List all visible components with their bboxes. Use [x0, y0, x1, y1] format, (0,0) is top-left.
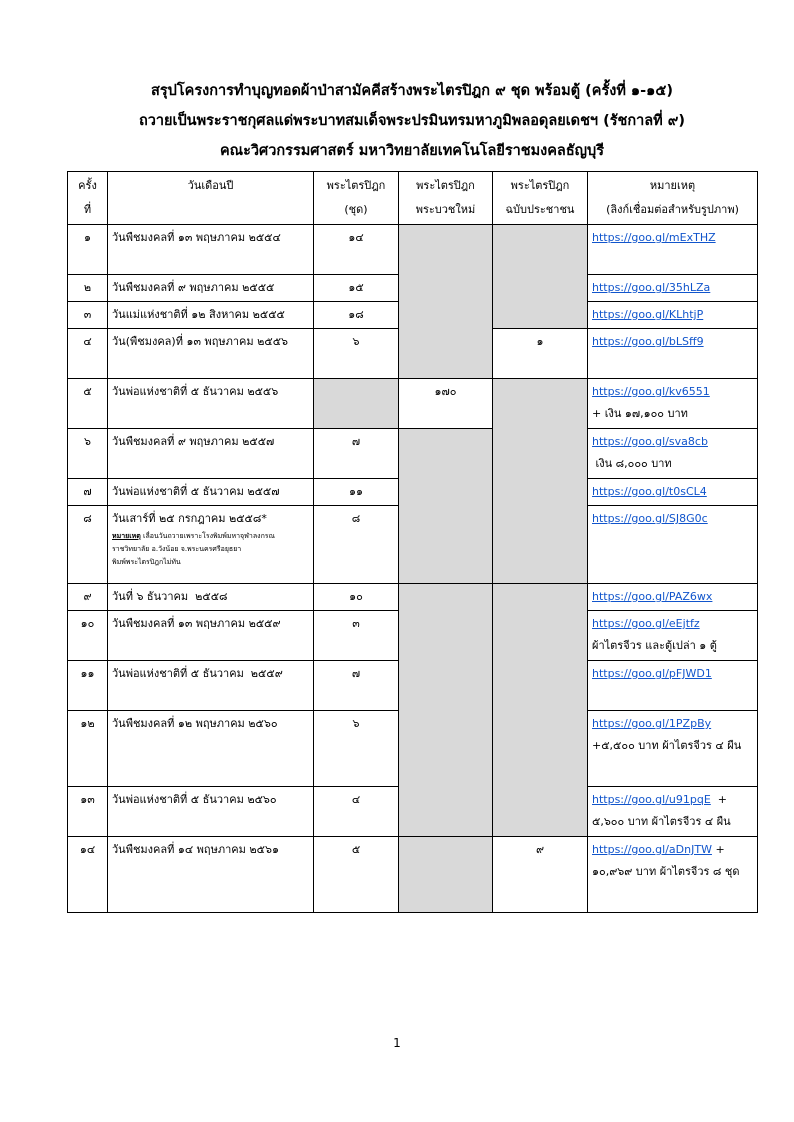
photo-link[interactable]: https://goo.gl/PAZ6wx [592, 590, 713, 603]
cell-date: วันเสาร์ที่ ๒๕ กรกฎาคม ๒๕๕๘* หมายเหตุ เลื่อนวันถวายเพราะโรงพิมพ์มหาจุฬาลงกรณ ราชวิทยาลัย อ.วังน้อย จ.พระนครศรีอยุธยา พิมพ์พระไตรปิฎกไม่ทัน [108, 506, 314, 584]
cell-date: วันที่ ๖ ธันวาคม ๒๕๕๘ [108, 584, 314, 611]
photo-link[interactable]: https://goo.gl/kv6551 [592, 385, 710, 398]
cell-tripitaka: ๑๔ [314, 225, 399, 275]
cell-tripitaka: ๗ [314, 661, 399, 711]
cell-tripitaka: ๘ [314, 506, 399, 584]
cell-no: ๑๒ [68, 711, 108, 787]
cell-note: https://goo.gl/u91pqE + ๕,๖๐๐ บาท ผ้าไตรจีวร ๔ ผืน [588, 787, 758, 837]
cell-date: วันพ่อแห่งชาติที่ ๕ ธันวาคม ๒๕๕๖ [108, 379, 314, 429]
cell-note [588, 225, 758, 275]
cell-no: ๑๓ [68, 787, 108, 837]
photo-link[interactable]: https://goo.gl/35hLZa [592, 281, 711, 294]
table-row [68, 225, 758, 275]
header-no: ครั้ง ที่ [68, 172, 108, 225]
header-row [68, 172, 758, 225]
cell-note [588, 611, 758, 661]
cell-tripitaka: ๕ [314, 837, 399, 913]
note-extra: +๕,๕๐๐ บาท ผ้าไตรจีวร ๔ ผืน [592, 739, 742, 752]
photo-link[interactable]: https://goo.gl/mExTHZ [592, 231, 716, 244]
cell-tripitaka: ๑๑ [314, 479, 399, 506]
cell-date: วันพืชมงคลที่ ๙ พฤษภาคม ๒๕๕๕ [108, 275, 314, 302]
cell-tripitaka: ๓ [314, 611, 399, 661]
cell-no: ๗ [68, 479, 108, 506]
page-number: 1 [393, 1036, 401, 1050]
summary-table [67, 171, 758, 913]
cell-people-shaded [493, 379, 588, 584]
cell-people: ๑ [493, 329, 588, 379]
header-note: หมายเหตุ (ลิงก์เชื่อมต่อสำหรับรูปภาพ) [588, 172, 758, 225]
title-line-1: สรุปโครงการทำบุญทอดผ้าป่าสามัคคีสร้างพระไตรปิฎก ๙ ชุด พร้อมตู้ (ครั้งที่ ๑-๑๕) [151, 83, 673, 99]
title-line-3: คณะวิศวกรรมศาสตร์ มหาวิทยาลัยเทคโนโลยีราชมงคลธัญบุรี [219, 143, 605, 159]
header-monk-edition: พระไตรปิฎก พระบวชใหม่ [399, 172, 493, 225]
cell-date: วันพ่อแห่งชาติที่ ๕ ธันวาคม ๒๕๕๙ [108, 661, 314, 711]
document-title [60, 76, 764, 166]
cell-tripitaka: ๑๕ [314, 275, 399, 302]
cell-note [588, 429, 758, 479]
cell-note [588, 329, 758, 379]
cell-people-shaded [493, 584, 588, 837]
cell-no: ๕ [68, 379, 108, 429]
cell-note [588, 506, 758, 584]
header-people-edition: พระไตรปิฎก ฉบับประชาชน [493, 172, 588, 225]
cell-no: ๙ [68, 584, 108, 611]
table-row [68, 429, 758, 479]
cell-note [588, 479, 758, 506]
photo-link[interactable]: https://goo.gl/pFJWD1 [592, 667, 712, 680]
cell-note: https://goo.gl/aDnJTW + ๑๐,๙๖๙ บาท ผ้าไตรจีวร ๘ ชุด [588, 837, 758, 913]
header-date: วันเดือนปี [108, 172, 314, 225]
cell-no: ๒ [68, 275, 108, 302]
note-extra: ๕,๖๐๐ บาท ผ้าไตรจีวร ๔ ผืน [592, 815, 731, 828]
cell-no: ๑๐ [68, 611, 108, 661]
cell-monk-shaded [399, 584, 493, 837]
table-row [68, 379, 758, 429]
cell-tripitaka: ๑๘ [314, 302, 399, 329]
cell-date: วันพ่อแห่งชาติที่ ๕ ธันวาคม ๒๕๕๗ [108, 479, 314, 506]
photo-link[interactable]: https://goo.gl/1PZpBy [592, 717, 712, 730]
cell-no: ๑๔ [68, 837, 108, 913]
cell-date: วัน(พืชมงคล)ที่ ๑๓ พฤษภาคม ๒๕๕๖ [108, 329, 314, 379]
cell-date: วันแม่แห่งชาติที่ ๑๒ สิงหาคม ๒๕๕๕ [108, 302, 314, 329]
cell-note [588, 379, 758, 429]
cell-tripitaka-shaded [314, 379, 399, 429]
cell-note [588, 584, 758, 611]
cell-tripitaka: ๖ [314, 329, 399, 379]
note-extra: ผ้าไตรจีวร และตู้เปล่า ๑ ตู้ [592, 639, 717, 652]
postpone-note: หมายเหตุ เลื่อนวันถวายเพราะโรงพิมพ์มหาจุฬาลงกรณ [112, 532, 276, 540]
cell-date: วันพืชมงคลที่ ๑๓ พฤษภาคม ๒๕๕๙ [108, 611, 314, 661]
cell-date: วันพืชมงคลที่ ๑๒ พฤษภาคม ๒๕๖๐ [108, 711, 314, 787]
cell-note [588, 661, 758, 711]
cell-no: ๑๑ [68, 661, 108, 711]
cell-people-shaded [493, 225, 588, 329]
table-row [68, 837, 758, 913]
photo-link[interactable]: https://goo.gl/u91pqE [592, 793, 711, 806]
header-tripitaka: พระไตรปิฎก (ชุด) [314, 172, 399, 225]
cell-no: ๔ [68, 329, 108, 379]
cell-monk-shaded [399, 837, 493, 913]
photo-link[interactable]: https://goo.gl/bLSff9 [592, 335, 704, 348]
cell-no: ๑ [68, 225, 108, 275]
cell-monk: ๑๗๐ [399, 379, 493, 429]
photo-link[interactable]: https://goo.gl/aDnJTW [592, 843, 712, 856]
cell-monk-shaded [399, 225, 493, 379]
note-extra: ๑๐,๙๖๙ บาท ผ้าไตรจีวร ๘ ชุด [592, 865, 740, 878]
cell-note [588, 275, 758, 302]
photo-link[interactable]: https://goo.gl/t0sCL4 [592, 485, 707, 498]
cell-date: วันพืชมงคลที่ ๑๓ พฤษภาคม ๒๕๕๔ [108, 225, 314, 275]
photo-link[interactable]: https://goo.gl/SJ8G0c [592, 512, 708, 525]
table-row [68, 584, 758, 611]
cell-date: วันพ่อแห่งชาติที่ ๕ ธันวาคม ๒๕๖๐ [108, 787, 314, 837]
cell-people: ๙ [493, 837, 588, 913]
title-line-2: ถวายเป็นพระราชกุศลแด่พระบาทสมเด็จพระปรมินทรมหาภูมิพลอดุลยเดชฯ (รัชกาลที่ ๙) [138, 113, 686, 129]
cell-tripitaka: ๗ [314, 429, 399, 479]
cell-no: ๓ [68, 302, 108, 329]
cell-monk-shaded [399, 429, 493, 584]
cell-tripitaka: ๔ [314, 787, 399, 837]
photo-link[interactable]: https://goo.gl/sva8cb [592, 435, 708, 448]
cell-no: ๘ [68, 506, 108, 584]
photo-link[interactable]: https://goo.gl/KLhtjP [592, 308, 704, 321]
cell-note [588, 711, 758, 787]
cell-tripitaka: ๖ [314, 711, 399, 787]
note-extra: + เงิน ๑๗,๑๐๐ บาท [592, 407, 688, 420]
cell-tripitaka: ๑๐ [314, 584, 399, 611]
cell-no: ๖ [68, 429, 108, 479]
cell-date: วันพืชมงคลที่ ๑๔ พฤษภาคม ๒๕๖๑ [108, 837, 314, 913]
cell-note [588, 302, 758, 329]
cell-date: วันพืชมงคลที่ ๙ พฤษภาคม ๒๕๕๗ [108, 429, 314, 479]
note-extra: เงิน ๘,๐๐๐ บาท [592, 457, 672, 470]
photo-link[interactable]: https://goo.gl/eEjtfz [592, 617, 700, 630]
